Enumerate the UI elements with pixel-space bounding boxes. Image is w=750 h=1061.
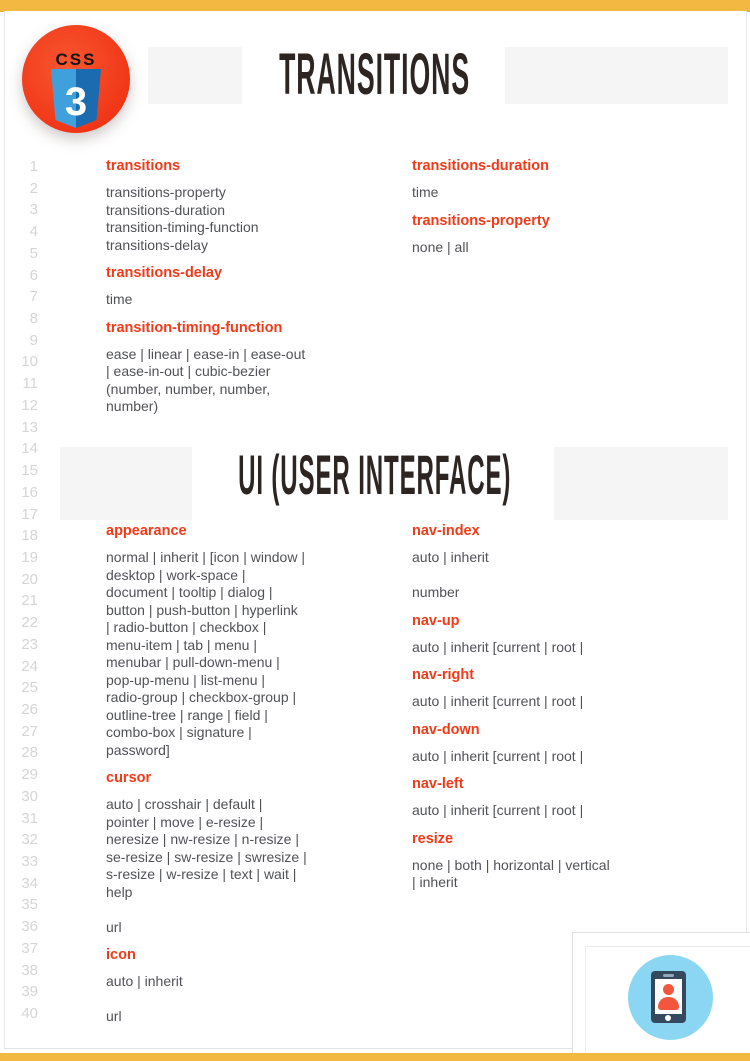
- property-values: [412, 239, 662, 257]
- line-number: 19: [21, 548, 38, 566]
- value-line: menubar | pull-down-menu |: [106, 654, 280, 670]
- tablet-home-button: [665, 1015, 671, 1021]
- line-number: 5: [29, 244, 38, 262]
- person-icon: [663, 984, 674, 995]
- line-number: 8: [29, 310, 38, 328]
- property-values: [412, 802, 662, 820]
- line-number: 39: [21, 983, 38, 1001]
- line-number: 30: [21, 787, 38, 805]
- bottom-accent-bar: [0, 1053, 750, 1061]
- property-values: [412, 857, 662, 892]
- transitions-right-column: [412, 158, 662, 267]
- value-line: menu-item | tab | menu |: [106, 636, 257, 653]
- property-heading: nav-index: [412, 523, 480, 539]
- line-number: 20: [21, 570, 38, 588]
- line-number: 40: [21, 1005, 38, 1023]
- property-heading: icon: [106, 947, 136, 963]
- value-line: url: [106, 918, 122, 935]
- property-values: [106, 291, 356, 309]
- property-heading: transitions: [106, 158, 181, 174]
- value-line: help: [106, 883, 133, 900]
- value-line: se-resize | sw-resize | swresize |: [106, 848, 307, 865]
- line-number: 6: [29, 266, 38, 284]
- line-number: 36: [21, 918, 38, 936]
- property-heading: resize: [412, 830, 454, 847]
- property-heading: transitions-duration: [412, 158, 549, 174]
- property-heading: nav-down: [412, 721, 480, 738]
- line-number: 13: [21, 418, 38, 436]
- value-line: desktop | work-space |: [106, 566, 246, 583]
- value-line: number): [106, 398, 159, 414]
- value-line: [106, 991, 356, 1009]
- value-line: normal | inherit | [icon | window |: [106, 549, 305, 565]
- line-number: 29: [21, 766, 38, 784]
- property-values: [106, 549, 356, 759]
- value-line: auto | inherit: [412, 549, 489, 565]
- property-heading: transitions-delay: [106, 265, 223, 281]
- line-number: 24: [21, 657, 38, 675]
- value-line: radio-group | checkbox-group |: [106, 689, 297, 705]
- person-icon-body: [658, 997, 679, 1010]
- value-line: none | both | horizontal | vertical: [412, 856, 610, 873]
- value-line: pop-up-menu | list-menu |: [106, 671, 266, 688]
- value-line: ease | linear | ease-in | ease-out: [106, 345, 306, 362]
- line-numbers: [0, 156, 38, 1025]
- line-number: 33: [21, 853, 38, 870]
- value-line: password]: [106, 741, 170, 758]
- line-number: 26: [21, 700, 38, 718]
- value-line: (number, number, number,: [106, 380, 271, 397]
- line-number: 32: [21, 831, 38, 849]
- css-logo-version-text: 3: [64, 80, 88, 124]
- line-number: 15: [21, 462, 38, 480]
- line-number: 10: [21, 353, 38, 371]
- value-line: neresize | nw-resize | n-resize |: [106, 831, 299, 847]
- line-number: 27: [21, 722, 38, 740]
- value-line: | inherit: [412, 874, 458, 890]
- value-line: outline-tree | range | field |: [106, 706, 268, 723]
- value-line: s-resize | w-resize | text | wait |: [106, 866, 297, 882]
- property-values: [412, 748, 662, 766]
- value-line: [106, 901, 356, 919]
- line-number: 1: [29, 158, 38, 175]
- line-number: 22: [21, 614, 38, 632]
- value-line: number: [412, 584, 460, 600]
- property-heading: appearance: [106, 523, 187, 539]
- line-number: 28: [21, 744, 38, 762]
- line-number: 37: [21, 939, 38, 957]
- line-number: 7: [29, 288, 38, 306]
- value-line: url: [106, 1008, 122, 1024]
- line-number: 35: [21, 896, 38, 914]
- line-number: 31: [21, 809, 38, 827]
- line-number: 21: [21, 592, 38, 610]
- transitions-left-column: [106, 158, 356, 427]
- property-heading: nav-left: [412, 776, 464, 792]
- line-number: 16: [21, 483, 38, 501]
- property-values: [106, 796, 356, 936]
- section-title-transitions: TRANSITIONS: [279, 42, 471, 107]
- line-number: 11: [22, 375, 38, 393]
- property-heading: nav-right: [412, 667, 475, 683]
- property-values: [412, 549, 662, 602]
- line-number: 4: [29, 223, 38, 241]
- line-number: 25: [21, 679, 38, 697]
- section-title-ui: UI (USER INTERFACE): [238, 443, 512, 506]
- ui-right-column: [412, 523, 662, 903]
- line-number: 9: [29, 331, 38, 349]
- value-line: [412, 567, 662, 585]
- property-heading: transitions-property: [412, 212, 550, 229]
- value-line: time: [412, 184, 439, 200]
- property-heading: cursor: [106, 770, 152, 786]
- line-number: 23: [21, 635, 38, 653]
- tablet-speaker: [663, 974, 674, 977]
- property-values: [412, 693, 662, 711]
- value-line: document | tooltip | dialog |: [106, 584, 273, 600]
- line-number: 18: [21, 527, 38, 545]
- property-values: [412, 184, 662, 202]
- value-line: transition-timing-function: [106, 219, 259, 235]
- value-line: transitions-duration: [106, 201, 226, 218]
- value-line: button | push-button | hyperlink: [106, 601, 298, 618]
- css-logo-brand-text: CSS: [55, 50, 97, 69]
- value-line: none | all: [412, 238, 469, 255]
- line-number: 17: [21, 505, 38, 523]
- line-number: 38: [21, 961, 38, 979]
- value-line: auto | inherit: [106, 973, 183, 989]
- value-line: | ease-in-out | cubic-bezier: [106, 363, 271, 379]
- line-number: 2: [29, 179, 38, 197]
- line-number: 34: [21, 874, 38, 892]
- value-line: combo-box | signature |: [106, 724, 252, 740]
- css3-logo: [20, 23, 132, 135]
- line-number: 14: [21, 440, 38, 458]
- property-values: [106, 184, 356, 254]
- value-line: auto | inherit [current | root |: [412, 802, 584, 818]
- property-heading: nav-up: [412, 612, 460, 629]
- value-line: pointer | move | e-resize |: [106, 813, 264, 830]
- value-line: auto | inherit [current | root |: [412, 693, 584, 709]
- value-line: time: [106, 291, 133, 307]
- line-number: 3: [29, 201, 38, 219]
- value-line: transitions-delay: [106, 236, 208, 253]
- ui-left-column: [106, 523, 356, 1037]
- value-line: | radio-button | checkbox |: [106, 619, 267, 635]
- property-heading: transition-timing-function: [106, 319, 283, 336]
- property-values: [106, 973, 356, 1026]
- property-values: [106, 346, 356, 416]
- value-line: auto | inherit [current | root |: [412, 638, 584, 655]
- line-number: 12: [21, 396, 38, 414]
- value-line: transitions-property: [106, 184, 226, 200]
- property-values: [412, 639, 662, 657]
- value-line: auto | inherit [current | root |: [412, 747, 584, 764]
- value-line: auto | crosshair | default |: [106, 796, 263, 812]
